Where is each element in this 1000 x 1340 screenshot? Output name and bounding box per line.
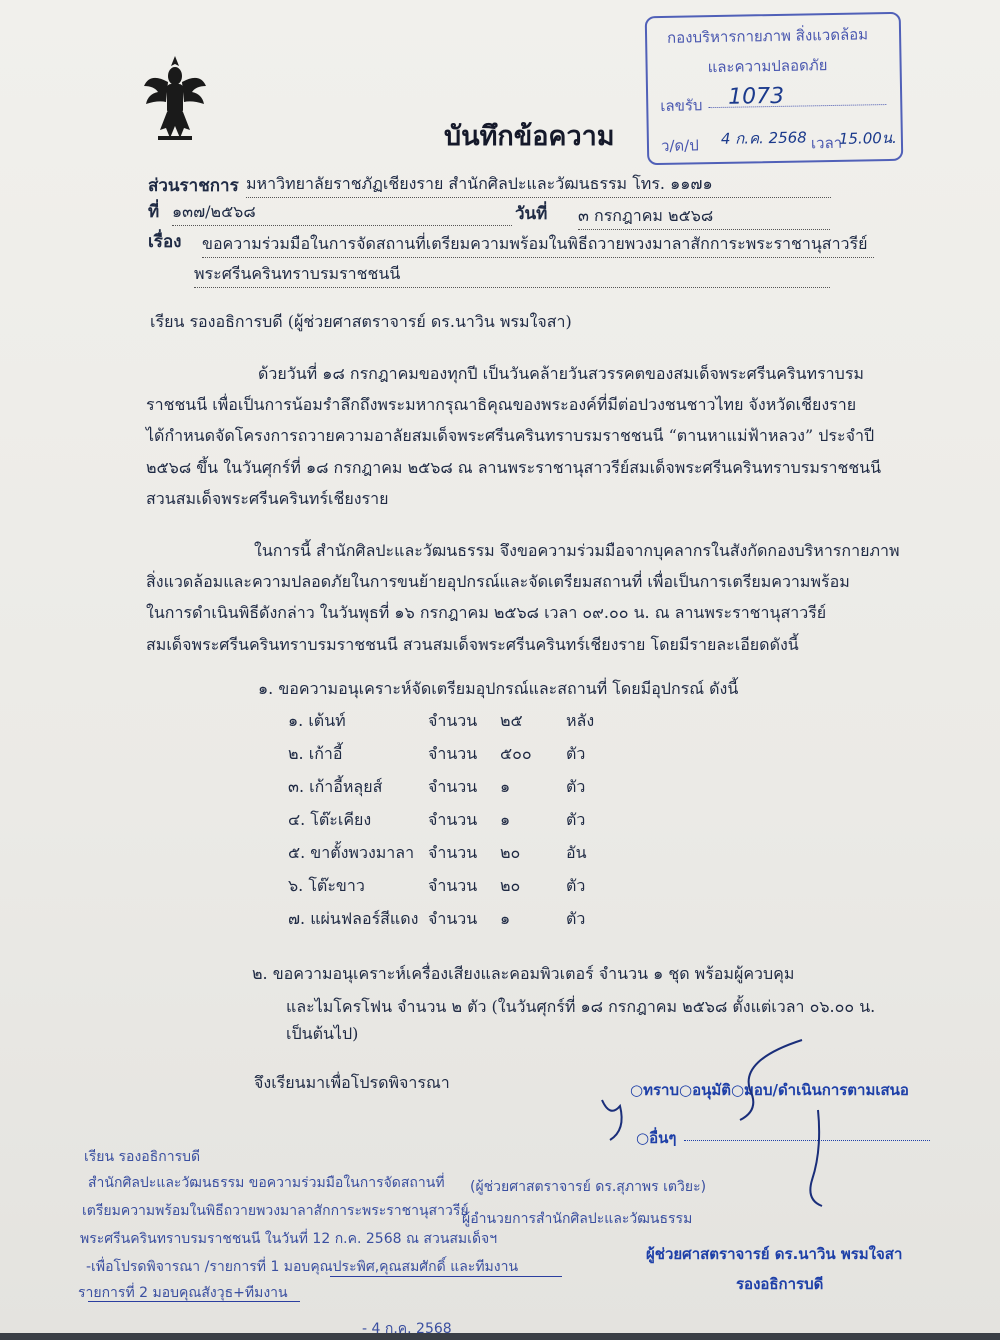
minute-signer-role: ผู้อำนวยการสำนักศิลปะและวัฒนธรรม xyxy=(462,1211,693,1227)
list-item: ๖. โต๊ะขาว จำนวน ๒๐ ตัว xyxy=(288,876,586,895)
memo-no-label: ที่ xyxy=(148,202,160,222)
minute-date: - 4 ก.ค. 2568 xyxy=(362,1321,452,1337)
minute-line-2: สำนักศิลปะและวัฒนธรรม ขอความร่วมมือในการจัดสถานที่ xyxy=(88,1175,445,1191)
approval-other: ○อื่นๆ xyxy=(636,1129,677,1147)
list-item: ๑. เต้นท์ จำนวน ๒๕ หลัง xyxy=(288,711,595,730)
para1-line-4: ๒๕๖๘ ขึ้น ในวันศุกร์ที่ ๑๘ กรกฎาคม ๒๕๖๘ ณ ลานพระราชานุสาวรีย์สมเด็จพระศรีนครินทราบรมราชชนนี xyxy=(146,458,882,477)
list-item: ๗. แผ่นฟลอร์สีแดง จำนวน ๑ ตัว xyxy=(288,909,586,928)
approval-options: ○ทราบ○อนุมัติ○มอบ/ดำเนินการตามเสนอ xyxy=(630,1081,909,1099)
para1-line-1: ด้วยวันที่ ๑๘ กรกฎาคมของทุกปี เป็นวันคล้ายวันสวรรคตของสมเด็จพระศรีนครินทราบรม xyxy=(258,364,864,383)
addressee: เรียน รองอธิการบดี (ผู้ช่วยศาสตราจารย์ ดร.นาวิน พรมใจสา) xyxy=(150,312,572,331)
stamp-recv-label: เลขรับ xyxy=(660,96,703,115)
para1-line-5: สวนสมเด็จพระศรีนครินทร์เชียงราย xyxy=(146,489,389,508)
minute-line-5: -เพื่อโปรดพิจารณา /รายการที่ 1 มอบคุณประพิศ,คุณสมศักดิ์ และทีมงาน xyxy=(86,1259,519,1275)
memo-title: บันทึกข้อความ xyxy=(444,121,615,152)
stamp-line-2: และความปลอดภัย xyxy=(707,56,828,77)
stamp-date-label: ว/ด/ป xyxy=(660,136,699,155)
stamp-time-value: 15.00น. xyxy=(838,128,898,148)
para2-line-3: ในการดำเนินพิธีดังกล่าว ในวันพุธที่ ๑๖ กรกฎาคม ๒๕๖๘ เวลา ๐๙.๐๐ น. ณ ลานพระราชานุสาวรีย์ xyxy=(146,603,827,622)
closing: จึงเรียนมาเพื่อโปรดพิจารณา xyxy=(254,1073,450,1092)
para1-line-3: ได้กำหนดจัดโครงการถวายความอาลัยสมเด็จพระศรีนครินทราบรมราชชนนี “ตานหาแม่ฟ้าหลวง” ประจำปี xyxy=(146,426,875,445)
request-2-line-2: และไมโครโฟน จำนวน ๒ ตัว (ในวันศุกร์ที่ ๑๘ กรกฎาคม ๒๕๖๘ ตั้งแต่เวลา ๐๖.๐๐ น. xyxy=(286,997,876,1016)
subject-line-2: พระศรีนครินทราบรมราชชนนี xyxy=(194,262,830,288)
request-2-line-1: ๒. ขอความอนุเคราะห์เครื่องเสียงและคอมพิวเตอร์ จำนวน ๑ ชุด พร้อมผู้ควบคุม xyxy=(252,964,795,983)
list-item: ๒. เก้าอี้ จำนวน ๕๐๐ ตัว xyxy=(288,744,586,763)
stamp-date-value: 4 ก.ค. 2568 xyxy=(720,128,807,148)
para2-line-1: ในการนี้ สำนักศิลปะและวัฒนธรรม จึงขอความร่วมมือจากบุคลากรในสังกัดกองบริหารกายภาพ xyxy=(254,541,900,560)
para2-line-2: สิ่งแวดล้อมและความปลอดภัยในการขนย้ายอุปกรณ์และจัดเตรียมสถานที่ เพื่อเป็นการเตรียมความพร้อม xyxy=(146,572,850,591)
agency-value: มหาวิทยาลัยราชภัฏเชียงราย สำนักศิลปะและวัฒนธรรม โทร. ๑๑๗๑ xyxy=(246,172,831,198)
request-2-line-3: เป็นต้นไป) xyxy=(286,1024,359,1043)
signer-name: ผู้ช่วยศาสตราจารย์ ดร.นาวิน พรมใจสา xyxy=(646,1245,903,1263)
stamp-recv-number: 1073 xyxy=(727,83,785,110)
memo-date-label: วันที่ xyxy=(515,204,548,224)
minute-line-1: เรียน รองอธิการบดี xyxy=(84,1149,201,1165)
subject-label: เรื่อง xyxy=(148,232,182,252)
request-1: ๑. ขอความอนุเคราะห์จัดเตรียมอุปกรณ์และสถานที่ โดยมีอุปกรณ์ ดังนี้ xyxy=(258,679,739,698)
list-item: ๓. เก้าอี้หลุยส์ จำนวน ๑ ตัว xyxy=(288,777,586,796)
minute-line-4: พระศรีนครินทราบรมราชชนนี ในวันที่ 12 ก.ค. 2568 ณ สวนสมเด็จฯ xyxy=(80,1231,498,1247)
receiving-stamp xyxy=(645,12,904,165)
minute-line-6: รายการที่ 2 มอบคุณสังวุธ+ทีมงาน xyxy=(78,1285,288,1301)
list-item: ๕. ขาตั้งพวงมาลา จำนวน ๒๐ อัน xyxy=(288,843,587,862)
stamp-line-1: กองบริหารกายภาพ สิ่งแวดล้อม xyxy=(666,25,869,47)
list-item: ๔. โต๊ะเคียง จำนวน ๑ ตัว xyxy=(288,810,586,829)
stamp-time-label: เวลา xyxy=(810,133,843,153)
minute-line-3: เตรียมความพร้อมในพิธีถวายพวงมาลาสักการะพระราชานุสาวรีย์ xyxy=(82,1203,469,1219)
para1-line-2: ราชชนนี เพื่อเป็นการน้อมรำลึกถึงพระมหากรุณาธิคุณของพระองค์ที่มีต่อปวงชนชาวไทย จังหวัดเชียงราย xyxy=(146,395,857,414)
memo-date-value: ๓ กรกฎาคม ๒๕๖๘ xyxy=(578,204,830,230)
agency-label: ส่วนราชการ xyxy=(148,176,239,196)
minute-signer: (ผู้ช่วยศาสตราจารย์ ดร.สุภาพร เตวิยะ) xyxy=(470,1179,707,1195)
para2-line-4: สมเด็จพระศรีนครินทราบรมราชชนนี สวนสมเด็จพระศรีนครินทร์เชียงราย โดยมีรายละเอียดดังนี้ xyxy=(146,635,799,654)
memo-no-value: ๑๓๗/๒๕๖๘ xyxy=(172,200,512,226)
signer-title: รองอธิการบดี xyxy=(736,1275,824,1293)
subject-line-1: ขอความร่วมมือในการจัดสถานที่เตรียมความพร้อมในพิธีถวายพวงมาลาสักการะพระราชานุสาวรีย์ xyxy=(202,232,874,258)
garuda-emblem-icon xyxy=(140,52,210,144)
